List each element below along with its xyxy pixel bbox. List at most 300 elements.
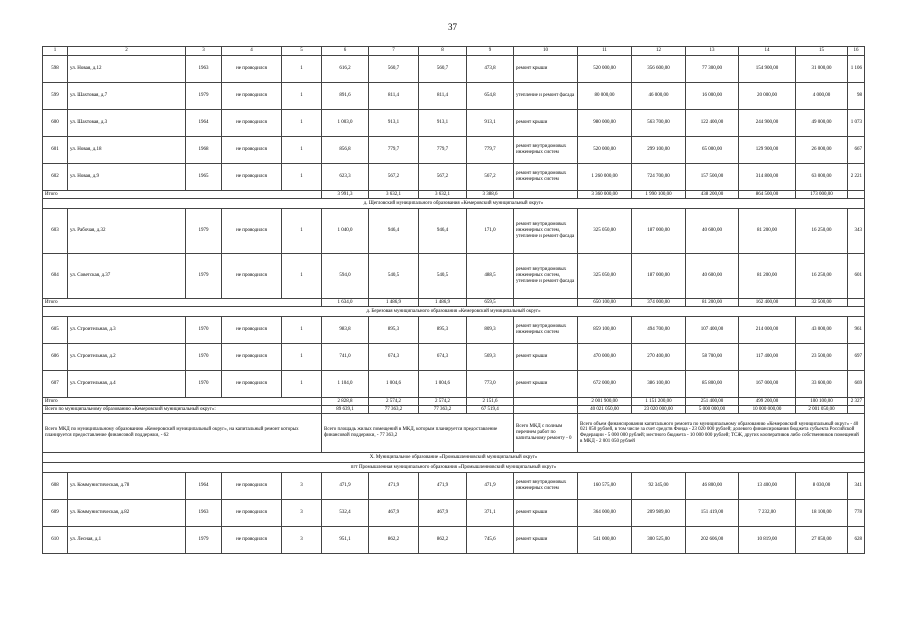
column-number-cell: 9	[467, 47, 514, 56]
total-row	[43, 398, 865, 406]
table-cell: 1	[282, 317, 322, 344]
table-cell: 1968	[186, 137, 222, 164]
table-cell: 270 400,00	[632, 344, 686, 371]
total-cell: 40 021 050,00	[578, 406, 632, 414]
table-cell: 1 073	[848, 110, 865, 137]
table-cell: ремонт внутридомовых инженерных систем	[514, 317, 578, 344]
table-cell: 16 000,00	[686, 83, 739, 110]
total-cell	[514, 398, 578, 406]
total-cell: 23 020 000,00	[632, 406, 686, 414]
table-cell: 567,2	[467, 164, 514, 191]
section-title-row	[43, 463, 865, 473]
table-row	[43, 164, 865, 191]
table-cell: 314 800,00	[739, 164, 796, 191]
table-row	[43, 317, 865, 344]
table-cell: 364 000,00	[578, 500, 632, 527]
table-cell: 1	[282, 344, 322, 371]
table-cell: 599	[43, 83, 68, 110]
table-cell: 81 200,00	[739, 209, 796, 254]
table-cell: 202 606,00	[686, 527, 739, 554]
table-cell: 667	[848, 137, 865, 164]
total-cell	[514, 191, 578, 199]
section-title: д. Березовая муниципального образования «Кемеровский муниципальный округ»	[43, 307, 865, 317]
column-number-cell: 1	[43, 47, 68, 56]
total-cell: 864 500,00	[739, 191, 796, 199]
table-cell: 594,0	[322, 254, 369, 299]
section-title: X. Муниципальное образование «Промышленновский муниципальный округ»	[43, 453, 865, 463]
table-cell: 471,9	[419, 473, 467, 500]
total-cell: 3 632,1	[419, 191, 467, 199]
total-label: Итого	[43, 299, 322, 307]
total-cell: 2 828,8	[322, 398, 369, 406]
table-cell: не проводился	[222, 344, 282, 371]
table-cell: ул. Лесная, д.1	[68, 527, 186, 554]
table-cell: 1970	[186, 317, 222, 344]
table-cell: 58 700,00	[686, 344, 739, 371]
table-row	[43, 137, 865, 164]
table-cell: ул. Шахтовая, д.7	[68, 83, 186, 110]
column-number-cell: 13	[686, 47, 739, 56]
table-cell: 1	[282, 110, 322, 137]
table-cell: не проводился	[222, 110, 282, 137]
table-cell: 171,0	[467, 209, 514, 254]
table-cell: 697	[848, 344, 865, 371]
table-cell: 1979	[186, 254, 222, 299]
summary-mkd-count: Всего МКД по муниципальному образованию «Кемеровский муниципальный округ», на капитальный ремонт которых планируется предоставление финансовой поддержки, - 62	[43, 414, 322, 453]
total-cell: 1 634,0	[322, 299, 369, 307]
table-cell: 46 000,00	[632, 83, 686, 110]
table-cell: 1	[282, 83, 322, 110]
total-cell: 10 000 000,00	[739, 406, 796, 414]
total-cell: 2 151,6	[467, 398, 514, 406]
table-cell: 895,3	[369, 317, 419, 344]
table-cell: 604	[43, 254, 68, 299]
table-cell: 160 575,00	[578, 473, 632, 500]
header-row	[43, 47, 865, 56]
table-cell: 154 900,00	[739, 56, 796, 83]
table-cell: 98	[848, 83, 865, 110]
total-cell	[848, 191, 865, 199]
table-cell: ул. Рабочая, д.32	[68, 209, 186, 254]
table-cell: 3	[282, 500, 322, 527]
table-cell: 209 989,00	[632, 500, 686, 527]
total-cell: 1 151 200,00	[632, 398, 686, 406]
table-cell: 473,8	[467, 56, 514, 83]
column-number-cell: 16	[848, 47, 865, 56]
table-cell: 23 500,00	[796, 344, 848, 371]
table-cell: 386 100,00	[632, 371, 686, 398]
table-cell: 946,4	[419, 209, 467, 254]
table-row	[43, 83, 865, 110]
table-cell: 18 100,00	[796, 500, 848, 527]
total-cell: 1 486,9	[419, 299, 467, 307]
table-cell: 129 900,00	[739, 137, 796, 164]
total-cell	[514, 406, 578, 414]
table-cell: 7 232,00	[739, 500, 796, 527]
table-cell: 607	[43, 371, 68, 398]
table-cell: 1 040,0	[322, 209, 369, 254]
page-number: 37	[448, 22, 457, 32]
table-cell: 741,0	[322, 344, 369, 371]
table-cell: не проводился	[222, 164, 282, 191]
table-cell: 494 700,00	[632, 317, 686, 344]
total-cell: 2 001 900,00	[578, 398, 632, 406]
table-cell: 1	[282, 137, 322, 164]
summary-financing: Всего объем финансирования капитального ремонта по муниципальному образованию «Кемеровский муниципальный округ» - 40 021 050 рублей, в том числе за счет средств Фонда - 23 020 000 рублей; долевого финансирования бюджета субъекта Российской Федерации - 5 000 000 рублей; местного бюджета - 10 000 000 рублей; ТСЖ, других кооперативов либо собственников помещений в МКД - 2 001 050 рублей	[578, 414, 865, 453]
table-cell: 49 000,00	[796, 110, 848, 137]
table-cell: 80 000,00	[578, 83, 632, 110]
table-cell: 672 000,00	[578, 371, 632, 398]
total-cell: 650 100,00	[578, 299, 632, 307]
table-cell: ул. Коммунистическая, д.82	[68, 500, 186, 527]
table-cell: 520 000,00	[578, 137, 632, 164]
table-cell: 244 900,00	[739, 110, 796, 137]
table-cell: 471,9	[467, 473, 514, 500]
section-title-row	[43, 199, 865, 209]
table-cell: 913,1	[419, 110, 467, 137]
section-title-row	[43, 307, 865, 317]
table-cell: не проводился	[222, 209, 282, 254]
table-cell: 1965	[186, 164, 222, 191]
table-row	[43, 56, 865, 83]
table-cell: 77 300,00	[686, 56, 739, 83]
table-cell: 1979	[186, 83, 222, 110]
table-cell: 157 500,00	[686, 164, 739, 191]
table-cell: 961	[848, 317, 865, 344]
column-number-cell: 5	[282, 47, 322, 56]
table-cell: 778	[848, 500, 865, 527]
column-number-cell: 14	[739, 47, 796, 56]
table-cell: ремонт крыши	[514, 500, 578, 527]
table-cell: 325 050,00	[578, 254, 632, 299]
table-cell: 4 000,00	[796, 83, 848, 110]
table-cell: ул. Шахтовая, д.3	[68, 110, 186, 137]
table-cell: 946,4	[369, 209, 419, 254]
table-cell: 520 000,00	[578, 56, 632, 83]
table-cell: 85 800,00	[686, 371, 739, 398]
table-cell: 343	[848, 209, 865, 254]
table-cell: 674,3	[419, 344, 467, 371]
table-cell: 81 200,00	[739, 254, 796, 299]
table-cell: не проводился	[222, 254, 282, 299]
total-row	[43, 299, 865, 307]
table-cell: 563 700,00	[632, 110, 686, 137]
table-cell: 1	[282, 254, 322, 299]
total-cell: 3 991,3	[322, 191, 369, 199]
table-cell: 540,5	[419, 254, 467, 299]
column-number-cell: 2	[68, 47, 186, 56]
table-cell: 1 260 000,00	[578, 164, 632, 191]
table-cell: не проводился	[222, 473, 282, 500]
total-cell: 5 000 000,00	[686, 406, 739, 414]
table-cell: 913,1	[369, 110, 419, 137]
table-cell: не проводился	[222, 500, 282, 527]
section-title: пгт Промышленная муниципального образования «Промышленновский муниципальный округ»	[43, 463, 865, 473]
table-cell: 809,3	[467, 317, 514, 344]
column-number-cell: 11	[578, 47, 632, 56]
total-cell: 2 574,2	[419, 398, 467, 406]
table-cell: ремонт внутридомовых инженерных систем, утепление и ремонт фасада	[514, 209, 578, 254]
table-cell: 40 600,00	[686, 254, 739, 299]
column-number-cell: 7	[369, 47, 419, 56]
total-cell: 2 001 050,00	[796, 406, 848, 414]
table-cell: 187 000,00	[632, 209, 686, 254]
total-label: Итого	[43, 191, 322, 199]
table-cell: ул. Строительная, д.2	[68, 344, 186, 371]
table-cell: 13 400,00	[739, 473, 796, 500]
total-cell: 499 200,00	[739, 398, 796, 406]
table-cell: 1964	[186, 473, 222, 500]
table-cell: не проводился	[222, 371, 282, 398]
table-cell: ремонт крыши	[514, 110, 578, 137]
total-cell	[514, 299, 578, 307]
grand-total-row	[43, 406, 865, 414]
table-cell: 605	[43, 317, 68, 344]
table-row	[43, 527, 865, 554]
total-cell: 659,5	[467, 299, 514, 307]
table-cell: 983,8	[322, 317, 369, 344]
table-cell: 608	[43, 473, 68, 500]
table-cell: 3	[282, 527, 322, 554]
table-cell: 1	[282, 164, 322, 191]
table-cell: утепление и ремонт фасада	[514, 83, 578, 110]
table-cell: 891,6	[322, 83, 369, 110]
table-cell: 601	[43, 137, 68, 164]
summary-area: Всего площадь жилых помещений в МКД, которым планируется предоставление финансовой поддержки, - 77 363,2	[322, 414, 514, 453]
table-row	[43, 209, 865, 254]
table-cell: 467,9	[419, 500, 467, 527]
table-cell: 1	[282, 209, 322, 254]
column-number-cell: 8	[419, 47, 467, 56]
table-cell: 913,1	[467, 110, 514, 137]
table-cell: 541 000,00	[578, 527, 632, 554]
table-cell: 654,8	[467, 83, 514, 110]
table-cell: ул. Новая, д.12	[68, 56, 186, 83]
table-cell: 488,5	[467, 254, 514, 299]
total-label: Итого	[43, 398, 322, 406]
table-cell: 92 345,00	[632, 473, 686, 500]
column-number-cell: 12	[632, 47, 686, 56]
table-cell: ремонт крыши	[514, 344, 578, 371]
table-cell: 1970	[186, 371, 222, 398]
table-cell: не проводился	[222, 137, 282, 164]
table-cell: 951,1	[322, 527, 369, 554]
table-cell: 27 050,00	[796, 527, 848, 554]
table-cell: 779,7	[369, 137, 419, 164]
table-cell: не проводился	[222, 83, 282, 110]
total-cell: 3 632,1	[369, 191, 419, 199]
section-title-row	[43, 453, 865, 463]
table-cell: 467,9	[369, 500, 419, 527]
table-cell: 560,7	[369, 56, 419, 83]
table-cell: 811,4	[369, 83, 419, 110]
table-cell: 1 004,6	[369, 371, 419, 398]
column-number-cell: 15	[796, 47, 848, 56]
table-cell: 3	[282, 473, 322, 500]
table-cell: 628	[848, 527, 865, 554]
table-cell: 16 250,00	[796, 254, 848, 299]
table-cell: 46 800,00	[686, 473, 739, 500]
table-cell: ремонт внутридомовых инженерных систем	[514, 473, 578, 500]
column-number-cell: 4	[222, 47, 282, 56]
table-cell: 1964	[186, 110, 222, 137]
table-cell: 856,8	[322, 137, 369, 164]
table-cell: 1970	[186, 344, 222, 371]
table-cell: 470 000,00	[578, 344, 632, 371]
table-cell: 117 400,00	[739, 344, 796, 371]
total-cell: 1 990 100,00	[632, 191, 686, 199]
total-cell: 3 360 000,00	[578, 191, 632, 199]
table-cell: 167 000,00	[739, 371, 796, 398]
column-number-cell: 3	[186, 47, 222, 56]
table-cell: 779,7	[419, 137, 467, 164]
table-cell: 606	[43, 344, 68, 371]
column-number-cell: 6	[322, 47, 369, 56]
total-cell: 81 200,00	[686, 299, 739, 307]
total-cell: 77 363,2	[419, 406, 467, 414]
table-cell: ремонт крыши	[514, 56, 578, 83]
total-cell: 438 200,00	[686, 191, 739, 199]
table-cell: 214 000,00	[739, 317, 796, 344]
table-cell: 122 400,00	[686, 110, 739, 137]
table-cell: 20 000,00	[739, 83, 796, 110]
table-cell: 560,7	[419, 56, 467, 83]
table-cell: ремонт внутридомовых инженерных систем	[514, 164, 578, 191]
table-row	[43, 254, 865, 299]
table-cell: 567,2	[419, 164, 467, 191]
table-cell: не проводился	[222, 527, 282, 554]
total-cell: 1 486,9	[369, 299, 419, 307]
total-row	[43, 191, 865, 199]
table-cell: 341	[848, 473, 865, 500]
table-row	[43, 473, 865, 500]
table-cell: 601	[848, 254, 865, 299]
table-cell: ул. Новая, д.18	[68, 137, 186, 164]
table-cell: 63 000,00	[796, 164, 848, 191]
table-row	[43, 344, 865, 371]
table-cell: 31 000,00	[796, 56, 848, 83]
table-cell: 43 000,00	[796, 317, 848, 344]
table-cell: ул. Строительная, д.4	[68, 371, 186, 398]
table-cell: 811,4	[419, 83, 467, 110]
table-cell: 300 525,00	[632, 527, 686, 554]
table-row	[43, 371, 865, 398]
summary-row	[43, 414, 865, 453]
total-cell: 173 000,00	[796, 191, 848, 199]
table-cell: 724 700,00	[632, 164, 686, 191]
table-cell: 1 106	[848, 56, 865, 83]
table-cell: 33 600,00	[796, 371, 848, 398]
total-cell: 100 100,00	[796, 398, 848, 406]
table-cell: 600	[43, 110, 68, 137]
table-cell: 40 600,00	[686, 209, 739, 254]
table-cell: 1963	[186, 500, 222, 527]
table-cell: 2 221	[848, 164, 865, 191]
total-cell: 32 500,00	[796, 299, 848, 307]
table-cell: 610	[43, 527, 68, 554]
table-cell: ул. Строительная, д.3	[68, 317, 186, 344]
table-cell: 10 819,00	[739, 527, 796, 554]
table-cell: 745,6	[467, 527, 514, 554]
table-cell: 598	[43, 56, 68, 83]
total-cell: 374 000,00	[632, 299, 686, 307]
table-cell: 1	[282, 56, 322, 83]
table-cell: 669	[848, 371, 865, 398]
table-cell: 674,3	[369, 344, 419, 371]
table-cell: 65 000,00	[686, 137, 739, 164]
table-cell: ремонт внутридомовых инженерных систем	[514, 137, 578, 164]
table-cell: ремонт крыши	[514, 527, 578, 554]
total-cell: 89 639,1	[322, 406, 369, 414]
total-cell	[848, 406, 865, 414]
total-cell: 67 519,4	[467, 406, 514, 414]
capital-repair-table	[42, 46, 865, 554]
table-cell: 862,2	[369, 527, 419, 554]
table-cell: 151 419,00	[686, 500, 739, 527]
table-cell: 16 250,00	[796, 209, 848, 254]
table-cell: 779,7	[467, 137, 514, 164]
table-cell: 1 004,6	[419, 371, 467, 398]
table-cell: 859 100,00	[578, 317, 632, 344]
table-cell: не проводился	[222, 317, 282, 344]
table-cell: 602	[43, 164, 68, 191]
total-cell	[848, 299, 865, 307]
table-cell: не проводился	[222, 56, 282, 83]
table-cell: 1	[282, 371, 322, 398]
table-cell: 356 600,00	[632, 56, 686, 83]
table-cell: 26 000,00	[796, 137, 848, 164]
table-cell: ремонт крыши	[514, 371, 578, 398]
column-number-cell: 10	[514, 47, 578, 56]
table-cell: 1 003,0	[322, 110, 369, 137]
total-cell: 3 388,6	[467, 191, 514, 199]
table-cell: 609	[43, 500, 68, 527]
table-cell: ремонт внутридомовых инженерных систем, утепление и ремонт фасада	[514, 254, 578, 299]
table-cell: 623,3	[322, 164, 369, 191]
table-cell: 1979	[186, 527, 222, 554]
table-row	[43, 110, 865, 137]
total-cell: 77 363,2	[369, 406, 419, 414]
table-cell: 107 400,00	[686, 317, 739, 344]
grand-total-label: Всего по муниципальному образованию «Кемеровский муниципальный округ»:	[43, 406, 322, 414]
table-cell: ул. Советская, д.37	[68, 254, 186, 299]
table-cell: 862,2	[419, 527, 467, 554]
table-cell: 603	[43, 209, 68, 254]
table-cell: 187 000,00	[632, 254, 686, 299]
table-cell: 1 104,0	[322, 371, 369, 398]
table-cell: 1963	[186, 56, 222, 83]
table-cell: 471,9	[322, 473, 369, 500]
table-cell: 371,1	[467, 500, 514, 527]
total-cell: 2 327	[848, 398, 865, 406]
total-cell: 162 400,00	[739, 299, 796, 307]
table-cell: 471,9	[369, 473, 419, 500]
table-cell: 773,0	[467, 371, 514, 398]
section-title: д. Щегловский муниципального образования «Кемеровский муниципальный округ»	[43, 199, 865, 209]
table-cell: 895,3	[419, 317, 467, 344]
table-cell: 567,2	[369, 164, 419, 191]
table-cell: ул. Коммунистическая, д.78	[68, 473, 186, 500]
table-cell: 616,2	[322, 56, 369, 83]
table-cell: 532,4	[322, 500, 369, 527]
table-cell: 569,3	[467, 344, 514, 371]
table-cell: 980 000,00	[578, 110, 632, 137]
table-cell: 540,5	[369, 254, 419, 299]
table-cell: ул. Новая, д.9	[68, 164, 186, 191]
table-cell: 299 100,00	[632, 137, 686, 164]
table-row	[43, 500, 865, 527]
table-cell: 1979	[186, 209, 222, 254]
